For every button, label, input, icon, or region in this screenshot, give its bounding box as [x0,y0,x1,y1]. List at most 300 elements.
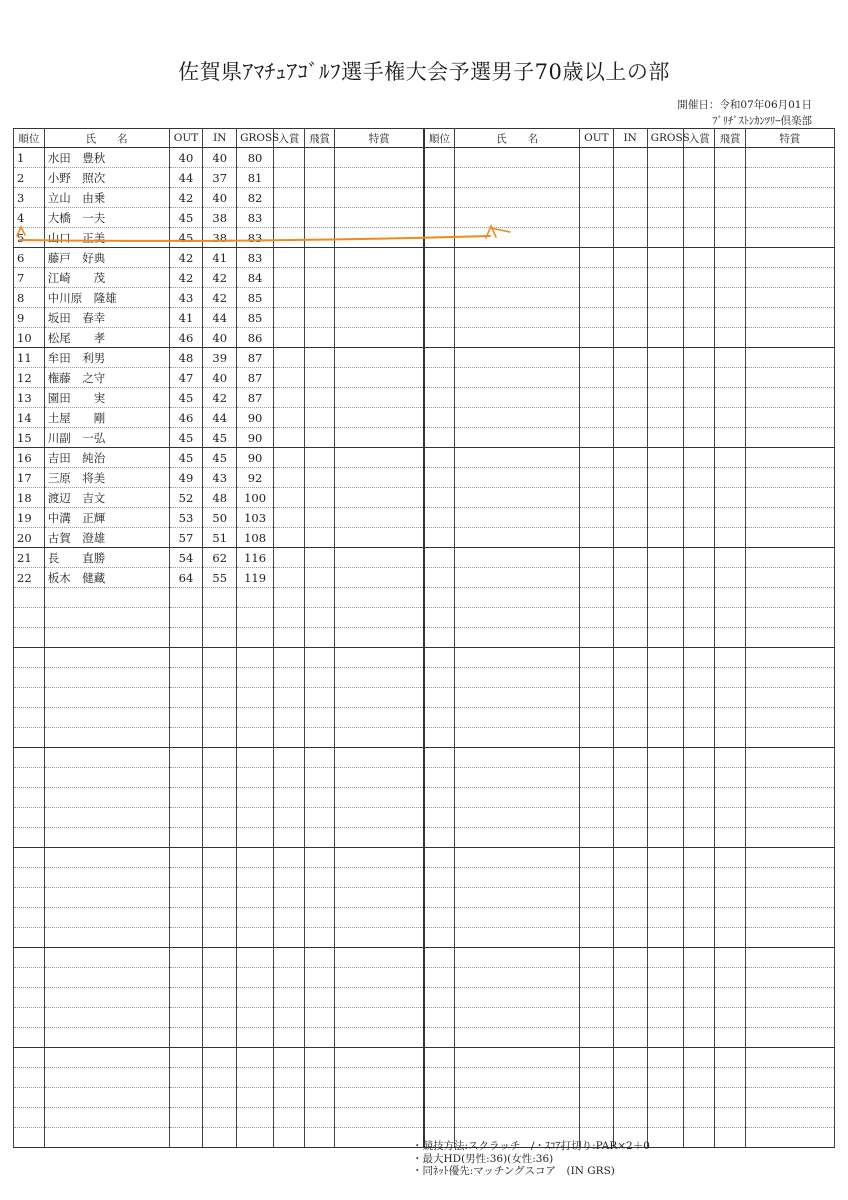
fly-prize-cell [304,448,335,468]
right-prize-cell [684,668,715,688]
special-prize-cell [335,208,424,228]
table-row [14,1008,835,1028]
right-rank-cell [424,488,455,508]
right-prize-cell [684,548,715,568]
right-in-cell [613,888,647,908]
table-row [14,888,835,908]
right-name-cell [455,1088,580,1108]
rank-cell [14,968,45,988]
col-gross: GROSS [237,129,274,148]
right-gross-cell [647,668,684,688]
out-cell: 42 [169,248,203,268]
right-in-cell [613,248,647,268]
out-cell [169,1108,203,1128]
rank-cell: 10 [14,328,45,348]
right-fly-prize-cell [715,328,746,348]
rank-cell: 17 [14,468,45,488]
right-fly-prize-cell [715,348,746,368]
right-special-prize-cell [745,1008,834,1028]
in-cell [203,708,237,728]
right-out-cell [580,1068,614,1088]
special-prize-cell [335,388,424,408]
right-special-prize-cell [745,648,834,668]
right-name-cell [455,668,580,688]
right-name-cell [455,948,580,968]
gross-cell [237,588,274,608]
fly-prize-cell [304,428,335,448]
right-gross-cell [647,968,684,988]
right-gross-cell [647,1108,684,1128]
right-fly-prize-cell [715,528,746,548]
right-prize-cell [684,1108,715,1128]
out-cell [169,1028,203,1048]
right-out-cell [580,888,614,908]
prize-cell [273,668,304,688]
in-cell: 40 [203,148,237,168]
right-prize-cell [684,228,715,248]
right-in-cell [613,688,647,708]
prize-cell [273,488,304,508]
right-gross-cell [647,848,684,868]
fly-prize-cell [304,328,335,348]
right-prize-cell [684,928,715,948]
right-fly-prize-cell [715,788,746,808]
right-gross-cell [647,388,684,408]
right-out-cell [580,548,614,568]
in-cell [203,768,237,788]
right-special-prize-cell [745,1108,834,1128]
special-prize-cell [335,528,424,548]
right-rank-cell [424,708,455,728]
fly-prize-cell [304,508,335,528]
right-fly-prize-cell [715,548,746,568]
right-prize-cell [684,468,715,488]
rank-cell [14,888,45,908]
right-rank-cell [424,888,455,908]
right-out-cell [580,648,614,668]
right-name-cell [455,1008,580,1028]
in-cell [203,968,237,988]
right-prize-cell [684,1128,715,1148]
right-name-cell [455,548,580,568]
gross-cell [237,1068,274,1088]
rank-cell [14,648,45,668]
name-cell [44,708,169,728]
right-out-cell [580,668,614,688]
out-cell: 45 [169,388,203,408]
table-row [14,948,835,968]
fly-prize-cell [304,568,335,588]
right-rank-cell [424,268,455,288]
gross-cell: 87 [237,388,274,408]
right-special-prize-cell [745,1028,834,1048]
right-out-cell [580,448,614,468]
right-fly-prize-cell [715,848,746,868]
name-cell [44,1128,169,1148]
prize-cell [273,508,304,528]
right-prize-cell [684,348,715,368]
gross-cell: 116 [237,548,274,568]
right-in-cell [613,468,647,488]
right-prize-cell [684,988,715,1008]
gross-cell: 100 [237,488,274,508]
note-format: ・競技方法:スクラッチ /・ｽｺｱ打切り:PAR×2＋0 [412,1140,650,1152]
in-cell [203,848,237,868]
right-in-cell [613,348,647,368]
rank-cell: 6 [14,248,45,268]
name-cell [44,1028,169,1048]
right-fly-prize-cell [715,508,746,528]
prize-cell [273,168,304,188]
prize-cell [273,368,304,388]
right-rank-cell [424,1008,455,1028]
fly-prize-cell [304,188,335,208]
col-special-prize: 特賞 [335,129,424,148]
in-cell: 38 [203,228,237,248]
right-special-prize-cell [745,1088,834,1108]
right-rank-cell [424,428,455,448]
right-name-cell [455,1108,580,1128]
gross-cell: 108 [237,528,274,548]
out-cell [169,868,203,888]
col-out: OUT [169,129,203,148]
right-name-cell [455,1048,580,1068]
right-rank-cell [424,468,455,488]
right-name-cell [455,708,580,728]
right-prize-cell [684,368,715,388]
gross-cell: 83 [237,208,274,228]
out-cell: 42 [169,188,203,208]
right-prize-cell [684,748,715,768]
right-special-prize-cell [745,588,834,608]
table-row [14,588,835,608]
right-rank-cell [424,968,455,988]
rank-cell [14,608,45,628]
right-rank-cell [424,248,455,268]
right-out-cell [580,248,614,268]
fly-prize-cell [304,368,335,388]
right-out-cell [580,768,614,788]
fly-prize-cell [304,688,335,708]
gross-cell [237,888,274,908]
right-special-prize-cell [745,188,834,208]
prize-cell [273,908,304,928]
name-cell: 牟田 利男 [44,348,169,368]
right-in-cell [613,1108,647,1128]
name-cell: 立山 由乗 [44,188,169,208]
right-rank-cell [424,368,455,388]
right-special-prize-cell [745,608,834,628]
table-row [14,828,835,848]
right-gross-cell [647,648,684,668]
in-cell [203,668,237,688]
right-rank-cell [424,308,455,328]
right-prize-cell [684,708,715,728]
right-name-cell [455,348,580,368]
out-cell: 57 [169,528,203,548]
special-prize-cell [335,1088,424,1108]
right-fly-prize-cell [715,388,746,408]
right-in-cell [613,408,647,428]
right-prize-cell [684,648,715,668]
prize-cell [273,568,304,588]
right-fly-prize-cell [715,728,746,748]
gross-cell: 83 [237,248,274,268]
right-in-cell [613,268,647,288]
right-out-cell [580,828,614,848]
right-fly-prize-cell [715,408,746,428]
in-cell: 38 [203,208,237,228]
in-cell [203,608,237,628]
out-cell [169,608,203,628]
gross-cell [237,668,274,688]
right-out-cell [580,328,614,348]
out-cell [169,948,203,968]
right-out-cell [580,508,614,528]
right-name-cell [455,228,580,248]
special-prize-cell [335,348,424,368]
right-fly-prize-cell [715,1008,746,1028]
right-prize-cell [684,888,715,908]
right-gross-cell [647,288,684,308]
fly-prize-cell [304,728,335,748]
name-cell: 江崎 茂 [44,268,169,288]
right-in-cell [613,368,647,388]
right-out-cell [580,588,614,608]
gross-cell [237,768,274,788]
gross-cell: 90 [237,428,274,448]
right-prize-cell [684,508,715,528]
right-gross-cell [647,1128,684,1148]
name-cell [44,948,169,968]
name-cell [44,888,169,908]
right-special-prize-cell [745,528,834,548]
name-cell: 大橋 一夫 [44,208,169,228]
right-name-cell [455,608,580,628]
special-prize-cell [335,248,424,268]
right-gross-cell [647,588,684,608]
right-in-cell [613,548,647,568]
right-in-cell [613,168,647,188]
fly-prize-cell [304,788,335,808]
fly-prize-cell [304,648,335,668]
in-cell [203,928,237,948]
right-in-cell [613,528,647,548]
table-row [14,1088,835,1108]
right-out-cell [580,628,614,648]
table-row [14,408,835,428]
right-in-cell [613,1068,647,1088]
name-cell: 松尾 孝 [44,328,169,348]
out-cell [169,968,203,988]
header-row [14,129,835,148]
col-fly-prize-right: 飛賞 [715,129,746,148]
right-out-cell [580,868,614,888]
rank-cell [14,928,45,948]
right-rank-cell [424,348,455,368]
name-cell [44,648,169,668]
right-gross-cell [647,828,684,848]
prize-cell [273,1088,304,1108]
special-prize-cell [335,728,424,748]
right-gross-cell [647,308,684,328]
name-cell [44,928,169,948]
right-special-prize-cell [745,148,834,168]
right-rank-cell [424,588,455,608]
right-out-cell [580,428,614,448]
table-row [14,988,835,1008]
rank-cell [14,828,45,848]
out-cell [169,1128,203,1148]
out-cell [169,628,203,648]
rank-cell: 21 [14,548,45,568]
table-row [14,1028,835,1048]
rank-cell: 20 [14,528,45,548]
right-fly-prize-cell [715,668,746,688]
fly-prize-cell [304,748,335,768]
right-out-cell [580,568,614,588]
rank-cell [14,588,45,608]
prize-cell [273,428,304,448]
special-prize-cell [335,488,424,508]
right-fly-prize-cell [715,928,746,948]
right-name-cell [455,488,580,508]
special-prize-cell [335,568,424,588]
right-gross-cell [647,548,684,568]
name-cell: 吉田 純治 [44,448,169,468]
prize-cell [273,648,304,668]
right-name-cell [455,1068,580,1088]
right-gross-cell [647,148,684,168]
col-gross-right: GROSS [647,129,684,148]
right-out-cell [580,228,614,248]
right-out-cell [580,348,614,368]
name-cell: 長 直勝 [44,548,169,568]
rank-cell [14,1128,45,1148]
rank-cell: 13 [14,388,45,408]
in-cell [203,728,237,748]
right-out-cell [580,168,614,188]
in-cell [203,1008,237,1028]
name-cell [44,1088,169,1108]
col-special-prize-right: 特賞 [745,129,834,148]
rank-cell [14,868,45,888]
right-prize-cell [684,1048,715,1068]
gross-cell: 90 [237,448,274,468]
out-cell: 53 [169,508,203,528]
fly-prize-cell [304,1088,335,1108]
right-name-cell [455,148,580,168]
right-name-cell [455,688,580,708]
right-rank-cell [424,928,455,948]
out-cell: 52 [169,488,203,508]
right-name-cell [455,408,580,428]
right-in-cell [613,508,647,528]
right-special-prize-cell [745,788,834,808]
right-name-cell [455,428,580,448]
right-rank-cell [424,328,455,348]
right-special-prize-cell [745,388,834,408]
right-gross-cell [647,948,684,968]
fly-prize-cell [304,148,335,168]
table-row [14,908,835,928]
prize-cell [273,268,304,288]
right-rank-cell [424,608,455,628]
out-cell [169,588,203,608]
right-fly-prize-cell [715,288,746,308]
right-special-prize-cell [745,968,834,988]
table-row [14,1108,835,1128]
special-prize-cell [335,228,424,248]
gross-cell [237,648,274,668]
in-cell [203,828,237,848]
name-cell: 古賀 澄雄 [44,528,169,548]
right-fly-prize-cell [715,808,746,828]
fly-prize-cell [304,308,335,328]
name-cell [44,788,169,808]
in-cell: 48 [203,488,237,508]
in-cell [203,1048,237,1068]
gross-cell: 90 [237,408,274,428]
right-prize-cell [684,788,715,808]
out-cell [169,768,203,788]
right-rank-cell [424,848,455,868]
rank-cell [14,1108,45,1128]
right-prize-cell [684,388,715,408]
out-cell: 45 [169,228,203,248]
right-prize-cell [684,148,715,168]
rank-cell [14,748,45,768]
special-prize-cell [335,688,424,708]
table-row [14,848,835,868]
in-cell: 40 [203,188,237,208]
right-out-cell [580,408,614,428]
right-name-cell [455,188,580,208]
rank-cell [14,1068,45,1088]
rank-cell: 18 [14,488,45,508]
name-cell: 権藤 之守 [44,368,169,388]
fly-prize-cell [304,488,335,508]
gross-cell [237,1128,274,1148]
right-rank-cell [424,768,455,788]
right-in-cell [613,1048,647,1068]
fly-prize-cell [304,288,335,308]
right-name-cell [455,468,580,488]
right-rank-cell [424,148,455,168]
prize-cell [273,728,304,748]
right-name-cell [455,168,580,188]
name-cell [44,628,169,648]
right-rank-cell [424,408,455,428]
special-prize-cell [335,628,424,648]
table-row [14,668,835,688]
right-out-cell [580,468,614,488]
right-fly-prize-cell [715,308,746,328]
name-cell [44,668,169,688]
gross-cell: 80 [237,148,274,168]
right-special-prize-cell [745,688,834,708]
right-gross-cell [647,1028,684,1048]
table-row [14,548,835,568]
table-row [14,488,835,508]
rank-cell [14,1008,45,1028]
right-gross-cell [647,208,684,228]
right-name-cell [455,868,580,888]
right-gross-cell [647,1088,684,1108]
in-cell: 39 [203,348,237,368]
table-row [14,868,835,888]
right-rank-cell [424,828,455,848]
